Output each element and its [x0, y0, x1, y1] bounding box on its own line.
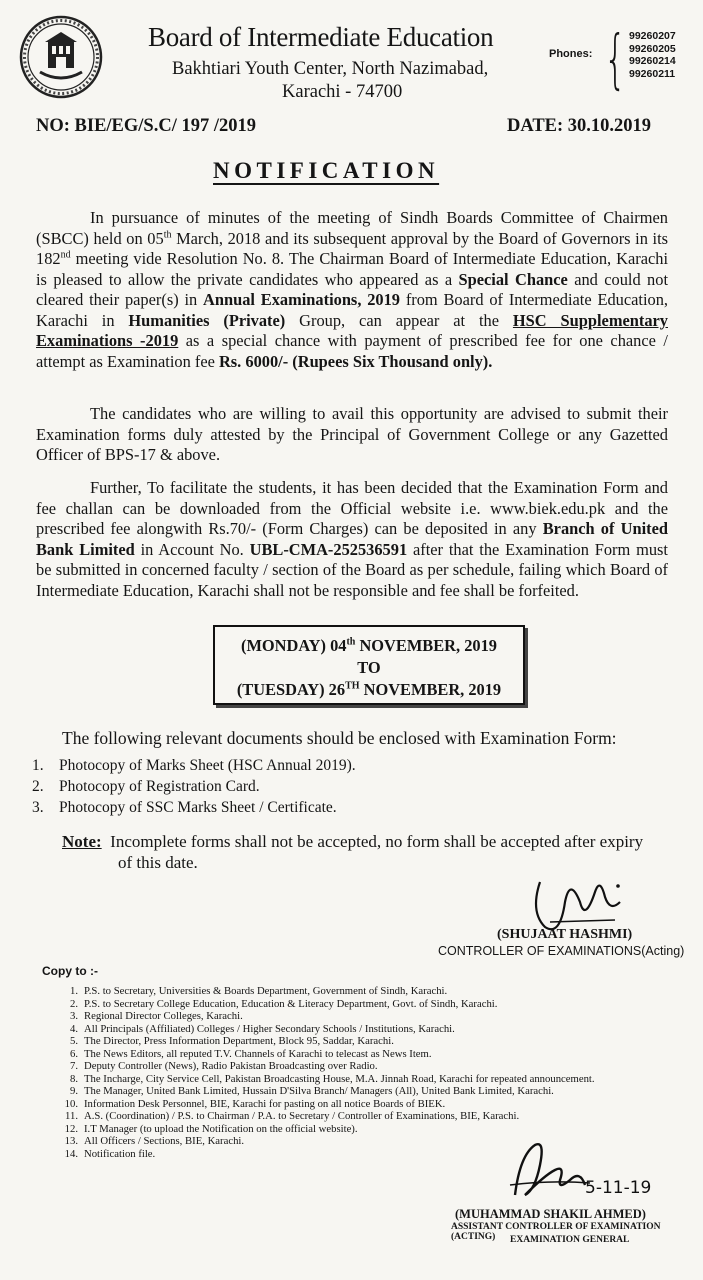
list-num: 7. [69, 1060, 78, 1072]
list-item [58, 1098, 595, 1111]
documents-list [32, 755, 356, 818]
p1-text: from Board of Intermediate Education, Karachi in [36, 290, 668, 330]
p3-bold: Branch of United Bank Limited [36, 519, 668, 559]
list-text: Notification file. [84, 1147, 156, 1160]
list-item [58, 1048, 595, 1061]
p3-text: Further, To facilitate the students, it has been decided that the Examination Form and fee challan can be downloaded from the Official website i.e. www.biek.edu.pk and the prescribed fee alongwith Rs.70/- (Form Charges) can be deposited in any [36, 478, 668, 538]
list-item [58, 998, 595, 1011]
signatory2-section: EXAMINATION GENERAL [510, 1235, 630, 1245]
signatory1-designation: CONTROLLER OF EXAMINATIONS(Acting) [438, 944, 685, 958]
copy-to-list [58, 985, 595, 1160]
schedule-from-month: NOVEMBER, 2019 [355, 636, 497, 655]
list-text: The Manager, United Bank Limited, Hussain D'Silva Branch/ Managers (All), United Bank Limited, Karachi. [84, 1085, 554, 1097]
signatory2-name: (MUHAMMAD SHAKIL AHMED) [455, 1207, 646, 1221]
phones-brace: { [604, 23, 627, 97]
notification-date: DATE: 30.10.2019 [507, 116, 652, 136]
schedule-date-box [213, 625, 525, 705]
sign-date: 5-11-19 [585, 1178, 652, 1198]
org-name: Board of Intermediate Education [148, 22, 494, 52]
list-text: Information Desk Personnel, BIE, Karachi for pasting on all notice Boards of BIEK. [84, 1097, 446, 1110]
list-num: 1. [69, 985, 78, 997]
list-num: 4. [69, 1022, 78, 1035]
list-text: Deputy Controller (News), Radio Pakistan Broadcasting over Radio. [84, 1060, 378, 1072]
org-address-line1: Bakhtiari Youth Center, North Nazimabad, [172, 59, 489, 79]
p2-text: The candidates who are willing to avail this opportunity are advised to submit their Examination forms duly attested by the Principal of Government College or any Gazetted Officer of BPS-17 & above. [36, 404, 668, 464]
list-text: P.S. to Secretary, Universities & Boards Department, Government of Sindh, Karachi. [84, 985, 448, 997]
documents-intro: The following relevant documents should be enclosed with Examination Form: [62, 728, 617, 748]
paragraph-3 [36, 478, 668, 601]
p1-bold: Special Chance [458, 269, 568, 289]
phone-number: 99260214 [629, 55, 676, 67]
p3-text: after that the Examination Form must be submitted in concerned faculty / section of the Board as per schedule, failing which Board of Intermediate Education, Karachi shall not be responsible and fee shall be forfeited. [36, 539, 668, 600]
list-item [58, 1073, 595, 1086]
note-text: Incomplete forms shall not be accepted, no form shall be accepted after expiry [110, 832, 644, 851]
phones-list [629, 30, 676, 80]
p3-text: in Account No. [134, 539, 250, 559]
list-num: 12. [64, 1122, 78, 1135]
phone-number: 99260211 [629, 67, 676, 80]
copy-to-label: Copy to :- [42, 964, 98, 978]
list-item [32, 797, 356, 818]
phones-label: Phones: [549, 48, 593, 60]
phone-number: 99260205 [629, 42, 676, 55]
list-text: Photocopy of Marks Sheet (HSC Annual 2019). [59, 757, 356, 774]
list-num: 8. [69, 1072, 78, 1085]
p3-bold: UBL-CMA-252536591 [249, 539, 408, 559]
board-seal-logo [18, 14, 104, 100]
list-item [58, 1023, 595, 1036]
list-num: 2. [32, 778, 44, 795]
list-text: Photocopy of SSC Marks Sheet / Certificate. [59, 799, 337, 816]
p1-text: March, 2018 and its subsequent approval by the Board of Governors in its 182 [36, 228, 669, 268]
org-address-line2: Karachi - 74700 [282, 82, 403, 102]
list-item [32, 776, 356, 797]
schedule-until-month: NOVEMBER, 2019 [359, 680, 502, 699]
p1-text: Group, can appear at the [285, 310, 513, 330]
p1-bold-underline: HSC Supplementary Examinations -2019 [36, 310, 668, 350]
list-item [58, 1035, 595, 1048]
list-item [58, 985, 595, 998]
p1-text: as a special chance with payment of prescribed fee for one chance / attempt as Examination fee [36, 331, 668, 371]
list-item [58, 1060, 595, 1073]
schedule-from-day: (MONDAY) 04 [241, 636, 347, 655]
list-text: P.S. to Secretary College Education, Education & Literacy Department, Govt. of Sindh, Karachi. [84, 997, 498, 1010]
schedule-until [215, 679, 523, 701]
list-item [32, 755, 356, 776]
note-label: Note: [62, 832, 102, 851]
schedule-until-sup: TH [345, 680, 360, 692]
list-num: 11. [65, 1110, 78, 1122]
schedule-from [215, 635, 523, 657]
list-num: 6. [69, 1047, 78, 1060]
note-continuation: of this date. [118, 853, 198, 872]
list-num: 10. [64, 1097, 78, 1110]
schedule-to: TO [357, 658, 381, 677]
list-text: The Incharge, City Service Cell, Pakistan Broadcasting House, M.A. Jinnah Road, Karachi for repeated announcement. [84, 1072, 595, 1085]
paragraph-2 [36, 404, 668, 466]
schedule-until-day: (TUESDAY) 26 [236, 680, 346, 699]
assistant-controller-signature [500, 1135, 660, 1210]
list-text: Regional Director Colleges, Karachi. [84, 1010, 243, 1022]
list-text: A.S. (Coordination) / P.S. to Chairman / P.A. to Secretary / Controller of Examinations, BIE, Karachi. [84, 1110, 520, 1122]
list-item [58, 1123, 595, 1136]
notification-title: NOTIFICATION [213, 158, 440, 183]
list-item [58, 1010, 595, 1023]
p1-bold: Humanities (Private) [128, 310, 286, 330]
list-num: 13. [64, 1135, 78, 1147]
list-num: 9. [69, 1085, 78, 1097]
p1-sup: nd [60, 249, 71, 261]
list-text: Photocopy of Registration Card. [59, 778, 260, 795]
signatory1-name: (SHUJAAT HASHMI) [497, 927, 633, 942]
list-text: All Principals (Affiliated) Colleges / Higher Secondary Schools / Institutions, Karachi. [84, 1022, 455, 1035]
p1-text: and could not cleared their paper(s) in [36, 269, 668, 309]
list-text: The Director, Press Information Department, Block 95, Saddar, Karachi. [84, 1035, 394, 1047]
list-num: 2. [69, 997, 78, 1010]
list-text: I.T Manager (to upload the Notification on the official website). [84, 1122, 358, 1135]
list-text: The News Editors, all reputed T.V. Channels of Karachi to telecast as News Item. [84, 1047, 432, 1060]
list-item [58, 1085, 595, 1098]
list-num: 1. [32, 757, 44, 774]
list-num: 3. [69, 1010, 78, 1022]
note [62, 831, 643, 852]
list-text: All Officers / Sections, BIE, Karachi. [84, 1135, 245, 1147]
p1-bold: Annual Examinations, 2019 [203, 290, 401, 309]
phone-number: 99260207 [629, 30, 676, 42]
list-num: 14. [64, 1147, 78, 1160]
list-item [58, 1110, 595, 1123]
schedule-from-sup: th [346, 636, 356, 648]
p1-sup: th [163, 229, 172, 241]
paragraph-1 [36, 208, 668, 372]
list-num: 3. [32, 799, 44, 816]
list-num: 5. [69, 1035, 78, 1047]
reference-number: NO: BIE/EG/S.C/ 197 /2019 [36, 116, 256, 136]
signatory2-designation: ASSISTANT CONTROLLER OF EXAMINATION (ACTING) [451, 1222, 661, 1242]
p1-text: In pursuance of minutes of the meeting of Sindh Boards Committee of Chairmen (SBCC) held on 05 [36, 208, 668, 248]
p1-text: meeting vide Resolution No. 8. The Chairman Board of Intermediate Education, Karachi is pleased to allow the private candidates who appeared as a [36, 249, 668, 289]
p1-bold: Rs. 6000/- (Rupees Six Thousand only). [218, 351, 493, 371]
